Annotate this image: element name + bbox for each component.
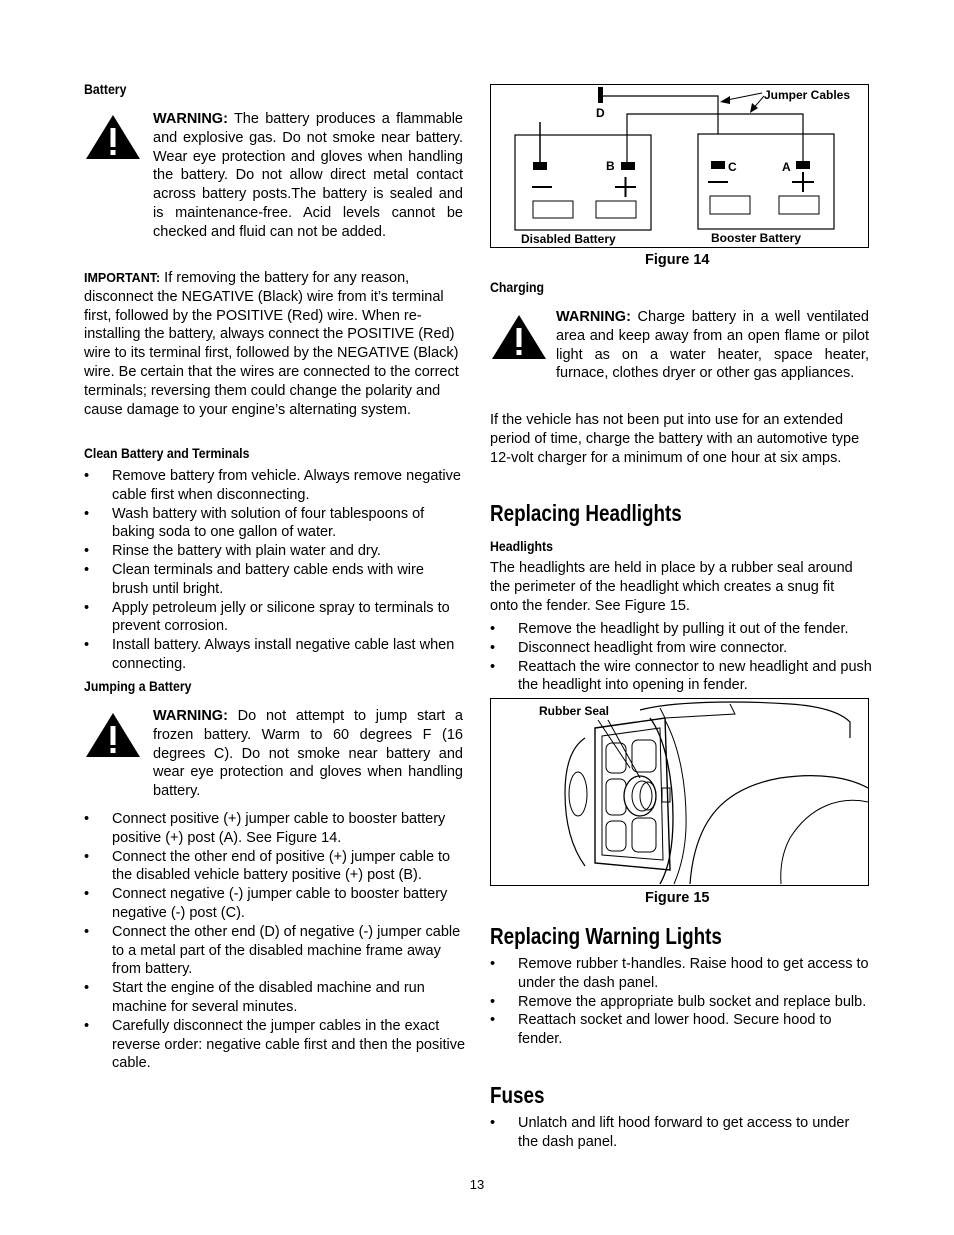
- figure-15-caption: Figure 15: [645, 890, 710, 906]
- jumper-cables-label: Jumper Cables: [764, 88, 851, 102]
- warning-label: WARNING:: [153, 708, 228, 724]
- list-item: • Rinse the battery with plain water and dry.: [84, 542, 464, 561]
- charging-warning: [556, 308, 869, 383]
- important-label: IMPORTANT:: [84, 271, 161, 285]
- important-note: [84, 269, 466, 419]
- charging-heading: Charging: [490, 279, 545, 295]
- clean-heading: Clean Battery and Terminals: [84, 445, 250, 461]
- list-item: • Clean terminals and battery cable ends with wire brush until bright.: [84, 561, 464, 599]
- fuses-title: Fuses: [490, 1082, 545, 1108]
- list-item: • Reattach the wire connector to new headlight and push the headlight into opening in fender.: [490, 658, 872, 696]
- warning-body: Do not attempt to jump start a frozen battery. Warm to 60 degrees F (16 degrees C). Do not smoke near battery and wear eye protection and gloves when handling battery.: [153, 708, 463, 800]
- fuses-list: [490, 1114, 872, 1152]
- headlights-list: [490, 620, 872, 695]
- booster-battery-label: Booster Battery: [711, 231, 802, 245]
- figure-14-diagram: [490, 84, 869, 248]
- headlights-heading: Headlights: [490, 538, 553, 554]
- disabled-battery-label: Disabled Battery: [521, 232, 616, 246]
- rubber-seal-label: Rubber Seal: [539, 704, 610, 718]
- clean-list: [84, 467, 464, 674]
- jumping-heading: Jumping a Battery: [84, 678, 192, 694]
- page-number: 13: [469, 1177, 485, 1192]
- battery-heading: Battery: [84, 81, 127, 97]
- list-item: • Connect the other end of positive (+) jumper cable to the disabled vehicle battery positive (+) post (B).: [84, 848, 466, 886]
- label-c: C: [728, 160, 737, 174]
- headlights-title: Replacing Headlights: [490, 500, 682, 526]
- headlights-text: The headlights are held in place by a rubber seal around the perimeter of the headlight which creates a snug fit onto the fender. See Figure 15.: [490, 560, 853, 614]
- battery-warning: [153, 110, 463, 242]
- figure-15-illustration: [490, 698, 869, 886]
- list-item: • Disconnect headlight from wire connector.: [490, 639, 872, 658]
- list-item: • Connect negative (-) jumper cable to booster battery negative (-) post (C).: [84, 885, 466, 923]
- warning-triangle-icon: [84, 711, 142, 759]
- warning-lights-title: Replacing Warning Lights: [490, 923, 722, 949]
- jumping-list: [84, 810, 466, 1073]
- list-item: • Carefully disconnect the jumper cables in the exact reverse order: negative cable first and then the positive cable.: [84, 1017, 466, 1073]
- list-item: • Remove battery from vehicle. Always remove negative cable first when disconnecting.: [84, 467, 464, 505]
- warning-body: The battery produces a flammable and explosive gas. Do not smoke near battery. Wear eye protection and gloves when handling the battery. Do not allow direct metal contact across battery posts.The battery is sealed and is maintenance-free. Acid levels cannot be checked and fluid can not be added.: [153, 111, 463, 240]
- list-item: • Remove the appropriate bulb socket and replace bulb.: [490, 993, 872, 1012]
- jumping-warning: [153, 707, 463, 801]
- list-item: • Reattach socket and lower hood. Secure hood to fender.: [490, 1011, 872, 1049]
- charging-text: If the vehicle has not been put into use for an extended period of time, charge the battery with an automotive type 12-volt charger for a minimum of one hour at six amps.: [490, 412, 860, 466]
- warning-label: WARNING:: [153, 111, 228, 127]
- list-item: • Apply petroleum jelly or silicone spray to terminals to prevent corrosion.: [84, 599, 464, 637]
- warning-triangle-icon: [84, 113, 142, 161]
- label-b: B: [606, 159, 615, 173]
- list-item: • Install battery. Always install negative cable last when connecting.: [84, 636, 464, 674]
- list-item: • Connect the other end (D) of negative (-) jumper cable to a metal part of the disabled machine frame away from battery.: [84, 923, 466, 979]
- important-body: If removing the battery for any reason, disconnect the NEGATIVE (Black) wire from it’s terminal first, followed by the POSITIVE (Red) wire. When re-installing the battery, always connect the POSITIVE (Red) wire to its terminal first, followed by the NEGATIVE (Black) wire. Be certain that the wires are connected to the correct terminals; reversing them could change the polarity and cause damage to your engine’s alternating system.: [84, 270, 459, 418]
- figure-14-caption: Figure 14: [645, 252, 710, 268]
- label-a: A: [782, 160, 791, 174]
- list-item: • Remove the headlight by pulling it out of the fender.: [490, 620, 872, 639]
- label-d: D: [596, 106, 605, 120]
- list-item: • Connect positive (+) jumper cable to booster battery positive (+) post (A). See Figure 14.: [84, 810, 466, 848]
- warning-body: Charge battery in a well ventilated area and keep away from an open flame or pilot light as on a water heater, space heater, furnace, clothes dryer or other gas appliances.: [556, 309, 869, 382]
- warning-label: WARNING:: [556, 309, 631, 325]
- list-item: • Remove rubber t-handles. Raise hood to get access to under the dash panel.: [490, 955, 872, 993]
- warning-lights-list: [490, 955, 872, 1049]
- warning-triangle-icon: [490, 313, 548, 361]
- list-item: • Unlatch and lift hood forward to get access to under the dash panel.: [490, 1114, 872, 1152]
- list-item: • Wash battery with solution of four tablespoons of baking soda to one gallon of water.: [84, 505, 464, 543]
- list-item: • Start the engine of the disabled machine and run machine for several minutes.: [84, 979, 466, 1017]
